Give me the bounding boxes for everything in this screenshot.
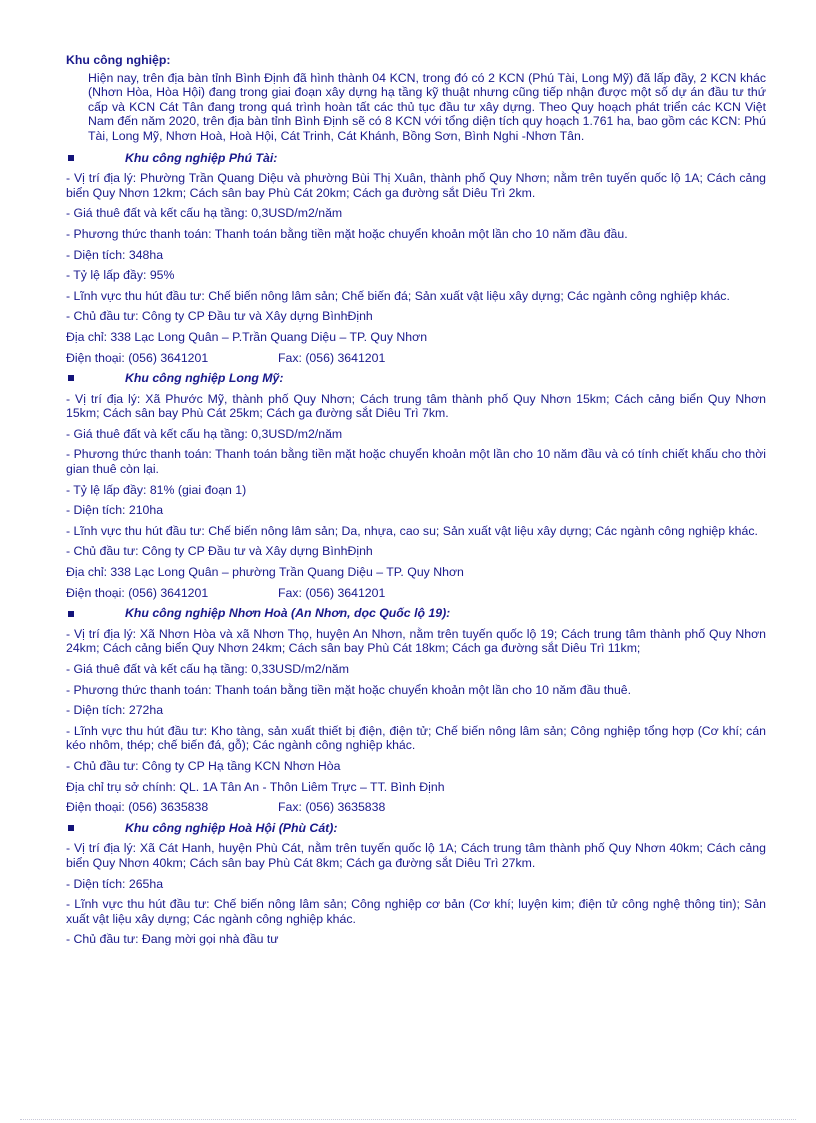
section-heading-row <box>66 371 766 386</box>
contact-row <box>66 351 766 366</box>
section-line: - Chủ đầu tư: Công ty CP Đầu tư và Xây dựng BìnhĐịnh <box>66 309 373 324</box>
zone-section <box>66 606 766 815</box>
section-line: Địa chỉ: 338 Lạc Long Quân – P.Trần Quang Diệu – TP. Quy Nhơn <box>66 329 428 344</box>
section-line: - Chủ đầu tư: Công ty CP Hạ tầng KCN Nhơn Hòa <box>66 758 341 773</box>
section-line: - Diện tích: 265ha <box>66 876 164 891</box>
sections-container <box>66 151 766 947</box>
fax-text: Fax: (056) 3641201 <box>278 350 386 365</box>
intro-paragraph: Hiện nay, trên địa bàn tỉnh Bình Định đã hình thành 04 KCN, trong đó có 2 KCN (Phú Tài, Long Mỹ) đã lấp đầy, 2 KCN khác (Nhơn Hòa, Hòa Hội) đang trong giai đoạn xây dựng hạ tầng kỹ thuật nhưng cũng tiếp nhận được một số dự án đầu tư thứ cấp và KCN Cát Tân đang trong quá trình hoàn tất các thủ tục đầu tư xây dựng. Theo Quy hoạch phát triển các KCN Việt Nam đến năm 2020, trên địa bàn tỉnh Bình Định sẽ có 8 KCN với tổng diện tích quy hoạch 1.761 ha, bao gồm các KCN: Phú Tài, Long Mỹ, Nhơn Hoà, Hoà Hội, Cát Trinh, Cát Khánh, Bồng Sơn, Bình Nghi -Nhơn Tân. <box>88 70 766 143</box>
fax-text: Fax: (056) 3635838 <box>278 800 386 815</box>
section-line: - Vị trí địa lý: Xã Phước Mỹ, thành phố Quy Nhơn; Cách trung tâm thành phố Quy Nhơn 15km; Cách cảng biển Quy Nhơn 15km; Cách sân bay Phù Cát 25km; Cách ga đường sắt Diêu Trì 7km. <box>66 391 766 421</box>
section-line: - Phương thức thanh toán: Thanh toán bằng tiền mặt hoặc chuyển khoản một lần cho 10 năm đầu đầu. <box>66 226 628 241</box>
section-line: Địa chỉ: 338 Lạc Long Quân – phường Trần Quang Diệu – TP. Quy Nhơn <box>66 565 464 580</box>
section-line: - Tỷ lệ lấp đầy: 81% (giai đoạn 1) <box>66 482 247 497</box>
zone-section <box>66 371 766 600</box>
section-heading: Khu công nghiệp Phú Tài: <box>125 150 278 165</box>
section-heading-row <box>66 606 766 621</box>
contact-row <box>66 586 766 601</box>
section-line: - Vị trí địa lý: Phường Trần Quang Diệu và phường Bùi Thị Xuân, thành phố Quy Nhơn; nằm trên tuyến quốc lộ 1A; Cách cảng biển Quy Nhơn 12km; Cách sân bay Phù Cát 20km; Cách ga đường sắt Diêu Trì 2km. <box>66 171 766 200</box>
section-line: - Chủ đầu tư: Đang mời gọi nhà đầu tư <box>66 932 279 947</box>
section-line: Địa chỉ trụ sở chính: QL. 1A Tân An - Thôn Liêm Trực – TT. Bình Định <box>66 779 445 794</box>
zone-section <box>66 821 766 947</box>
square-bullet-icon <box>68 375 74 381</box>
phone-text: Điện thoại: (056) 3635838 <box>66 800 209 815</box>
section-heading: Khu công nghiệp Hoà Hội (Phù Cát): <box>125 820 338 835</box>
section-line: - Vị trí địa lý: Xã Nhơn Hòa và xã Nhơn Thọ, huyện An Nhơn, nằm trên tuyến quốc lộ 19; Cách trung tâm thành phố Quy Nhơn 24km; Cách cảng biển Quy Nhơn 24km; Cách sân bay Phù Cát 18km; Cách ga đường sắt Diêu Trì 11km; <box>66 626 766 656</box>
section-line: - Phương thức thanh toán: Thanh toán bằng tiền mặt hoặc chuyển khoản một lần cho 10 năm đầu và có tính chiết khấu cho thời gian thuê còn lại. <box>66 447 766 477</box>
section-heading: Khu công nghiệp Long Mỹ: <box>125 371 284 386</box>
page-title: Khu công nghiệp: <box>66 53 171 67</box>
section-line: - Tỷ lệ lấp đầy: 95% <box>66 268 175 283</box>
page-bottom-divider <box>20 1119 796 1120</box>
section-line: - Chủ đầu tư: Công ty CP Đầu tư và Xây dựng BìnhĐịnh <box>66 544 373 559</box>
document-page <box>66 53 766 953</box>
section-line: - Phương thức thanh toán: Thanh toán bằng tiền mặt hoặc chuyển khoản một lần cho 10 năm đầu thuê. <box>66 682 632 697</box>
section-line: - Diện tích: 272ha <box>66 703 164 718</box>
section-line: - Giá thuê đất và kết cấu hạ tầng: 0,3USD/m2/năm <box>66 426 343 441</box>
section-line: - Giá thuê đất và kết cấu hạ tầng: 0,3USD/m2/năm <box>66 206 343 221</box>
zone-section <box>66 151 766 366</box>
section-heading-row <box>66 151 766 166</box>
square-bullet-icon <box>68 155 74 161</box>
fax-text: Fax: (056) 3641201 <box>278 585 386 600</box>
section-line: - Giá thuê đất và kết cấu hạ tầng: 0,33USD/m2/năm <box>66 662 349 676</box>
section-line: - Lĩnh vực thu hút đầu tư: Chế biến nông lâm sản; Công nghiệp cơ bản (Cơ khí; luyện kim; điện tử công nghệ thông tin); Sản xuất vật liệu xây dựng; Các ngành công nghiệp khác. <box>66 897 766 926</box>
contact-row <box>66 800 766 815</box>
section-heading-row <box>66 821 766 836</box>
section-line: - Vị trí địa lý: Xã Cát Hanh, huyện Phù Cát, nằm trên tuyến quốc lộ 1A; Cách trung tâm thành phố Quy Nhơn 40km; Cách cảng biển Quy Nhơn 40km; Cách sân bay Phù Cát 8km; Cách ga đường sắt Diêu Trì 27km. <box>66 841 766 870</box>
square-bullet-icon <box>68 611 74 617</box>
section-line: - Lĩnh vực thu hút đầu tư: Kho tàng, sản xuất thiết bị điện, điện tử; Chế biến nông lâm sản; Công nghiệp tổng hợp (Cơ khí; cán kéo nhôm, thép; chế biến đá, gỗ); Các ngành công nghiệp khác. <box>66 723 766 753</box>
section-heading: Khu công nghiệp Nhơn Hoà (An Nhơn, dọc Quốc lộ 19): <box>125 606 451 621</box>
phone-text: Điện thoại: (056) 3641201 <box>66 585 209 600</box>
section-line: - Diện tích: 348ha <box>66 247 164 262</box>
square-bullet-icon <box>68 825 74 831</box>
section-line: - Lĩnh vực thu hút đầu tư: Chế biến nông lâm sản; Chế biến đá; Sản xuất vật liệu xây dựng; Các ngành công nghiệp khác. <box>66 288 730 303</box>
phone-text: Điện thoại: (056) 3641201 <box>66 350 209 365</box>
section-line: - Lĩnh vực thu hút đầu tư: Chế biến nông lâm sản; Da, nhựa, cao su; Sản xuất vật liệu xây dựng; Các ngành công nghiệp khác. <box>66 523 758 538</box>
section-line: - Diện tích: 210ha <box>66 503 164 518</box>
